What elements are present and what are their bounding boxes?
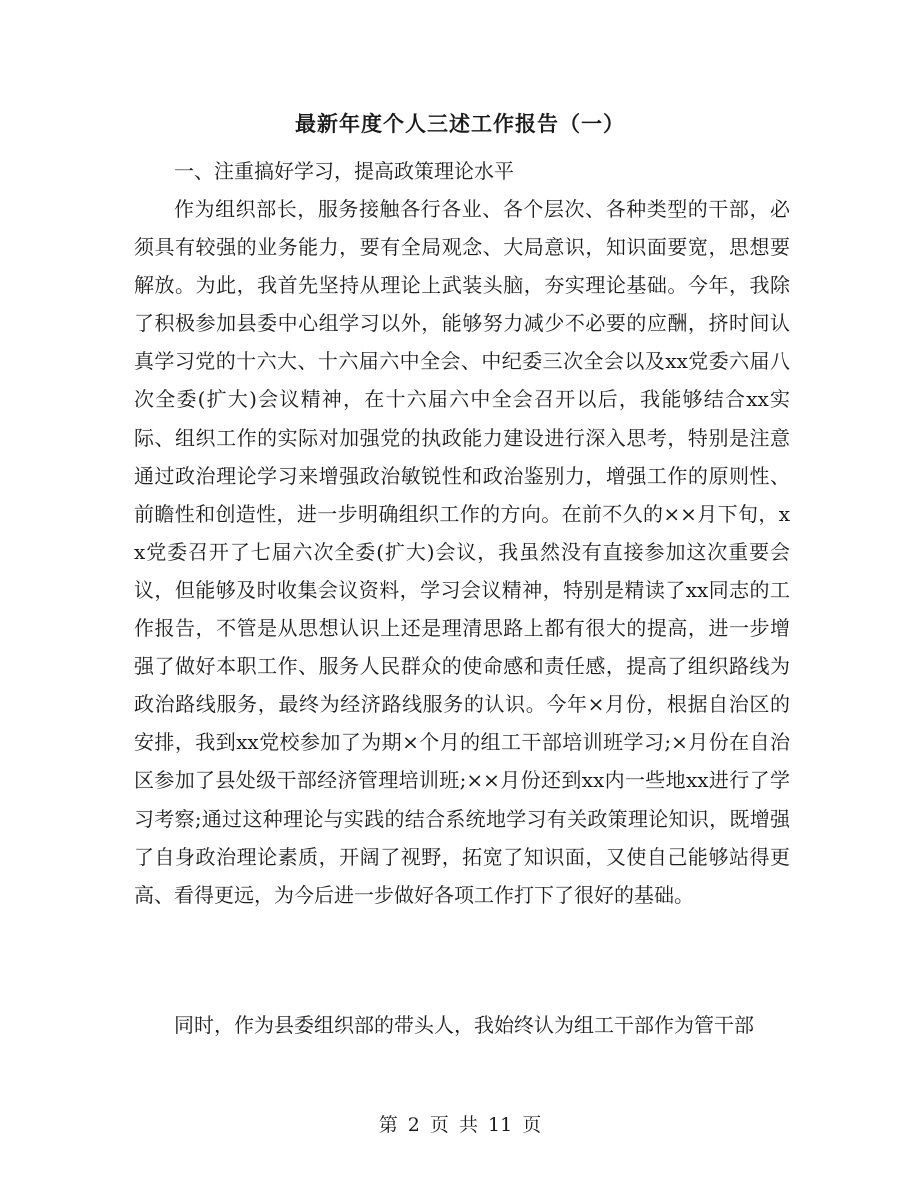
paragraph-2 — [134, 1006, 790, 1044]
paragraph-1 — [134, 190, 790, 914]
page-number-footer: 第 2 页 共 11 页 — [378, 1114, 542, 1136]
section-heading — [134, 152, 790, 190]
section-heading-text: 一、注重搞好学习，提高政策理论水平 — [174, 159, 514, 183]
paragraph-2-text: 同时，作为县委组织部的带头人，我始终认为组工干部作为管干部 — [174, 1013, 754, 1037]
paragraph-1-text: 作为组织部长，服务接触各行各业、各个层次、各种类型的干部，必须具有较强的业务能力，要有全局观念、大局意识，知识面要宽，思想要解放。为此，我首先坚持从理论上武装头脑，夯实理论基础。今年，我除了积极参加县委中心组学习以外，能够努力减少不必要的应酬，挤时间认真学习党的十六大、十六届六中全会、中纪委三次全会以及xx党委六届八次全委(扩大)会议精神，在十六届六中全会召开以后，我能够结合xx实际、组织工作的实际对加强党的执政能力建设进行深入思考，特别是注意通过政治理论学习来增强政治敏锐性和政治鉴别力，增强工作的原则性、前瞻性和创造性，进一步明确组织工作的方向。在前不久的××月下旬，xx党委召开了七届六次全委(扩大)会议，我虽然没有直接参加这次重要会议，但能够及时收集会议资料，学习会议精神，特别是精读了xx同志的工作报告，不管是从思想认识上还是理清思路上都有很大的提高，进一步增强了做好本职工作、服务人民群众的使命感和责任感，提高了组织路线为政治路线服务，最终为经济路线服务的认识。今年×月份，根据自治区的安排，我到xx党校参加了为期×个月的组工干部培训班学习;×月份在自治区参加了县处级干部经济管理培训班;××月份还到xx内一些地xx进行了学习考察;通过这种理论与实践的结合系统地学习有关政策理论知识，既增强了自身政治理论素质，开阔了视野，拓宽了知识面，又使自己能够站得更高、看得更远，为今后进一步做好各项工作打下了很好的基础。 — [134, 197, 790, 907]
document-title: 最新年度个人三述工作报告（一） — [295, 111, 625, 136]
